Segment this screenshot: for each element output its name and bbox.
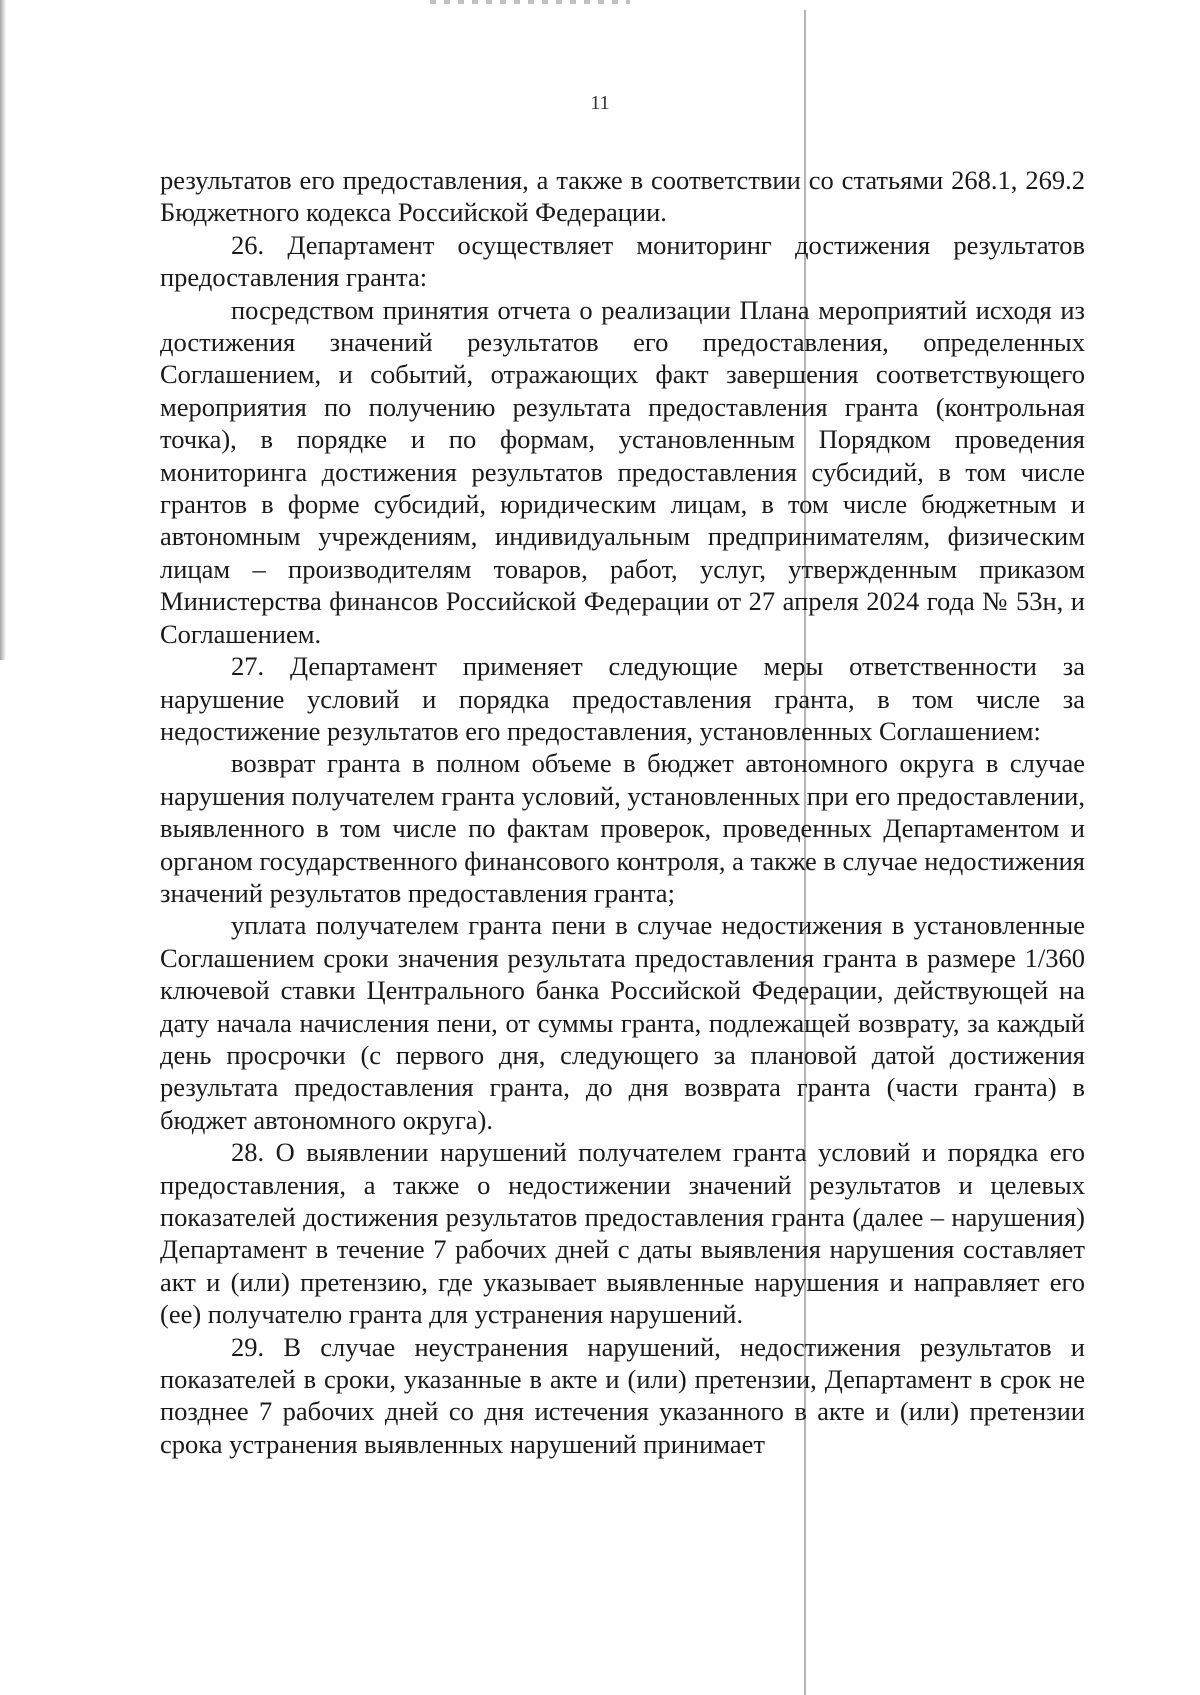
paragraph-26-monitoring: посредством принятия отчета о реализации Плана мероприятий исходя из достижения значений результатов его предоставления, определенных Соглашением, и событий, отражающих факт завершения соответствующего мероприятия по получению результата предоставления гранта (контрольная точка), в порядке и по формам, установленным Порядком проведения мониторинга достижения результатов предоставления субсидий, в том числе грантов в форме субсидий, юридическим лицам, в том числе бюджетным и автономным учреждениям, индивидуальным предпринимателям, физическим лицам – производителям товаров, работ, услуг, утвержденным приказом Министерства финансов Российской Федерации от 27 апреля 2024 года № 53н, и Соглашением. bbox=[160, 294, 1085, 649]
paragraph-continuation: результатов его предоставления, а также в соответствии со статьями 268.1, 269.2 Бюджетного кодекса Российской Федерации. bbox=[160, 165, 1085, 228]
paragraph-27-refund: возврат гранта в полном объеме в бюджет автономного округа в случае нарушения получателем гранта условий, установленных при его предоставлении, выявленного в том числе по фактам проверок, проведенных Департаментом и органом государственного финансового контроля, а также в случае недостижения значений результатов предоставления гранта; bbox=[160, 748, 1085, 908]
scan-noise bbox=[430, 0, 630, 4]
paragraph-26: 26. Департамент осуществляет мониторинг достижения результатов предоставления гранта: bbox=[160, 229, 1085, 293]
document-body bbox=[160, 164, 1085, 1460]
paragraph-29: 29. В случае неустранения нарушений, недостижения результатов и показателей в сроки, указанные в акте и (или) претензии, Департамент в срок не позднее 7 рабочих дней со дня истечения указанного в акте и (или) претензии срока устранения выявленных нарушений принимает bbox=[160, 1331, 1085, 1459]
paragraph-27: 27. Департамент применяет следующие меры ответственности за нарушение условий и порядка предоставления гранта, в том числе за недостижение результатов его предоставления, установленных Соглашением: bbox=[160, 651, 1085, 746]
paragraph-27-penalty: уплата получателем гранта пени в случае недостижения в установленные Соглашением сроки значения результата предоставления гранта в размере 1/360 ключевой ставки Центрального банка Российской Федерации, действующей на дату начала начисления пени, от суммы гранта, подлежащей возврату, за каждый день просрочки (с первого дня, следующего за плановой датой достижения результата предоставления гранта, до дня возврата гранта (части гранта) в бюджет автономного округа). bbox=[160, 910, 1085, 1135]
paragraph-28: 28. О выявлении нарушений получателем гранта условий и порядка его предоставления, а также о недостижении значений результатов и целевых показателей достижения результатов предоставления гранта (далее – нарушения) Департамент в течение 7 рабочих дней с даты выявления нарушения составляет акт и (или) претензию, где указывает выявленные нарушения и направляет его (ее) получателю гранта для устранения нарушений. bbox=[160, 1137, 1085, 1330]
page-number: 11 bbox=[590, 92, 610, 114]
